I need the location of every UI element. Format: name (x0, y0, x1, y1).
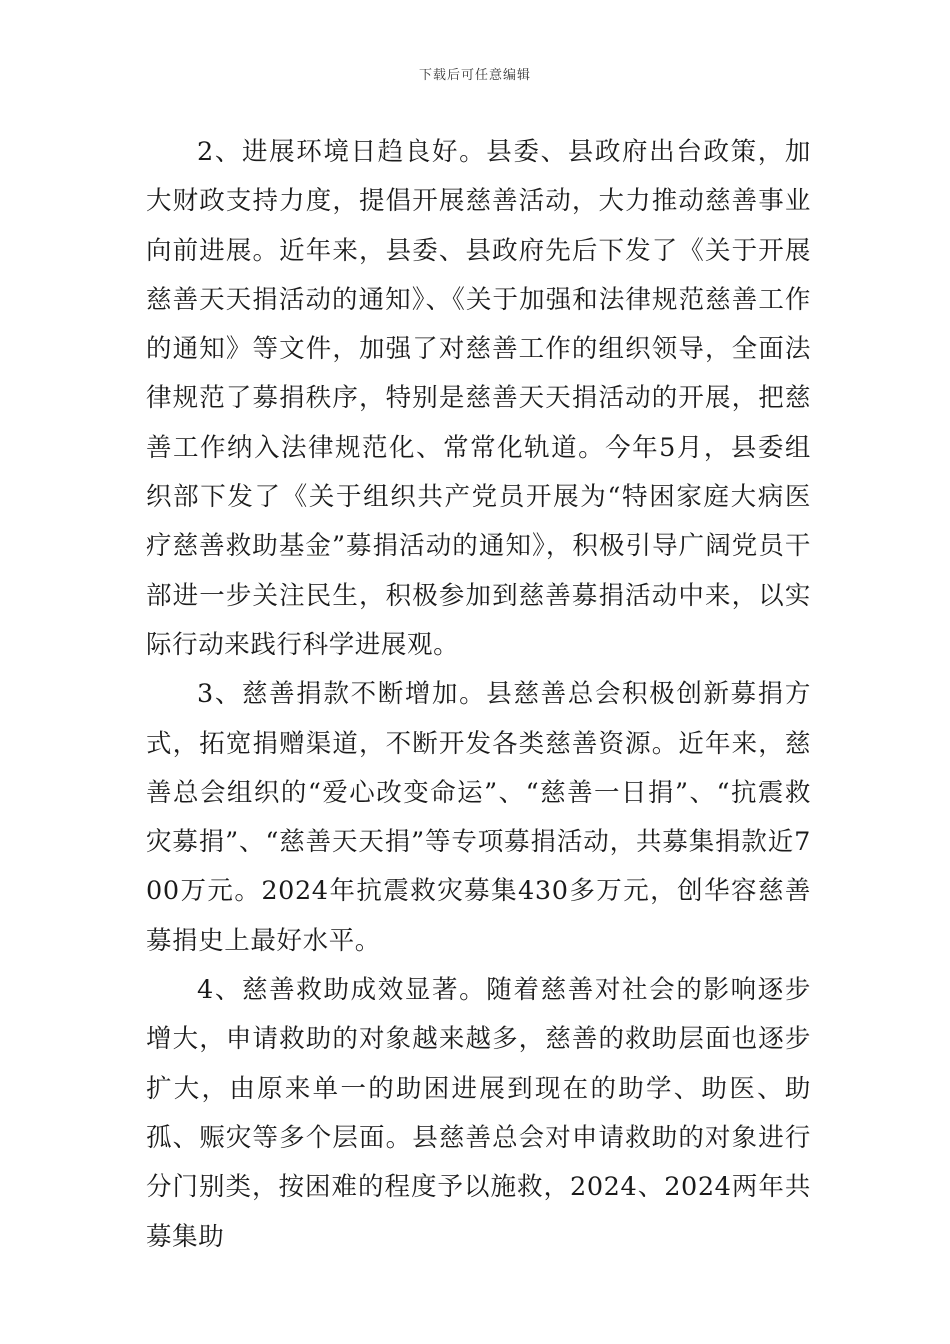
page-header: 下载后可任意编辑 (418, 68, 531, 83)
paragraph-4-assistance: 4、慈善救助成效显著。随着慈善对社会的影响逐步增大，申请救助的对象越来越多，慈善的救助层面也逐步扩大，由原来单一的助困进展到现在的助学、助医、助孤、赈灾等多个层面。县慈善总会对申请救助的对象进行分门别类，按困难的程度予以施救，2024、2024两年共募集助 (146, 975, 811, 1252)
document-body (146, 128, 811, 1262)
paragraph-2-environment: 2、进展环境日趋良好。县委、县政府出台政策，加大财政支持力度，提倡开展慈善活动，大力推动慈善事业向前进展。近年来，县委、县政府先后下发了《关于开展慈善天天捐活动的通知》、《关于加强和法律规范慈善工作的通知》等文件，加强了对慈善工作的组织领导，全面法律规范了募捐秩序，特别是慈善天天捐活动的开展，把慈善工作纳入法律规范化、常常化轨道。今年5月，县委组织部下发了《关于组织共产党员开展为“特困家庭大病医疗慈善救助基金”募捐活动的通知》，积极引导广阔党员干部进一步关注民生，积极参加到慈善募捐活动中来，以实际行动来践行科学进展观。 (146, 137, 811, 660)
paragraph-3-donations: 3、慈善捐款不断增加。县慈善总会积极创新募捐方式，拓宽捐赠渠道，不断开发各类慈善资源。近年来，慈善总会组织的“爱心改变命运”、“慈善一日捐”、“抗震救灾募捐”、“慈善天天捐”等专项募捐活动，共募集捐款近700万元。2024年抗震救灾募集430多万元，创华容慈善募捐史上最好水平。 (146, 679, 811, 956)
